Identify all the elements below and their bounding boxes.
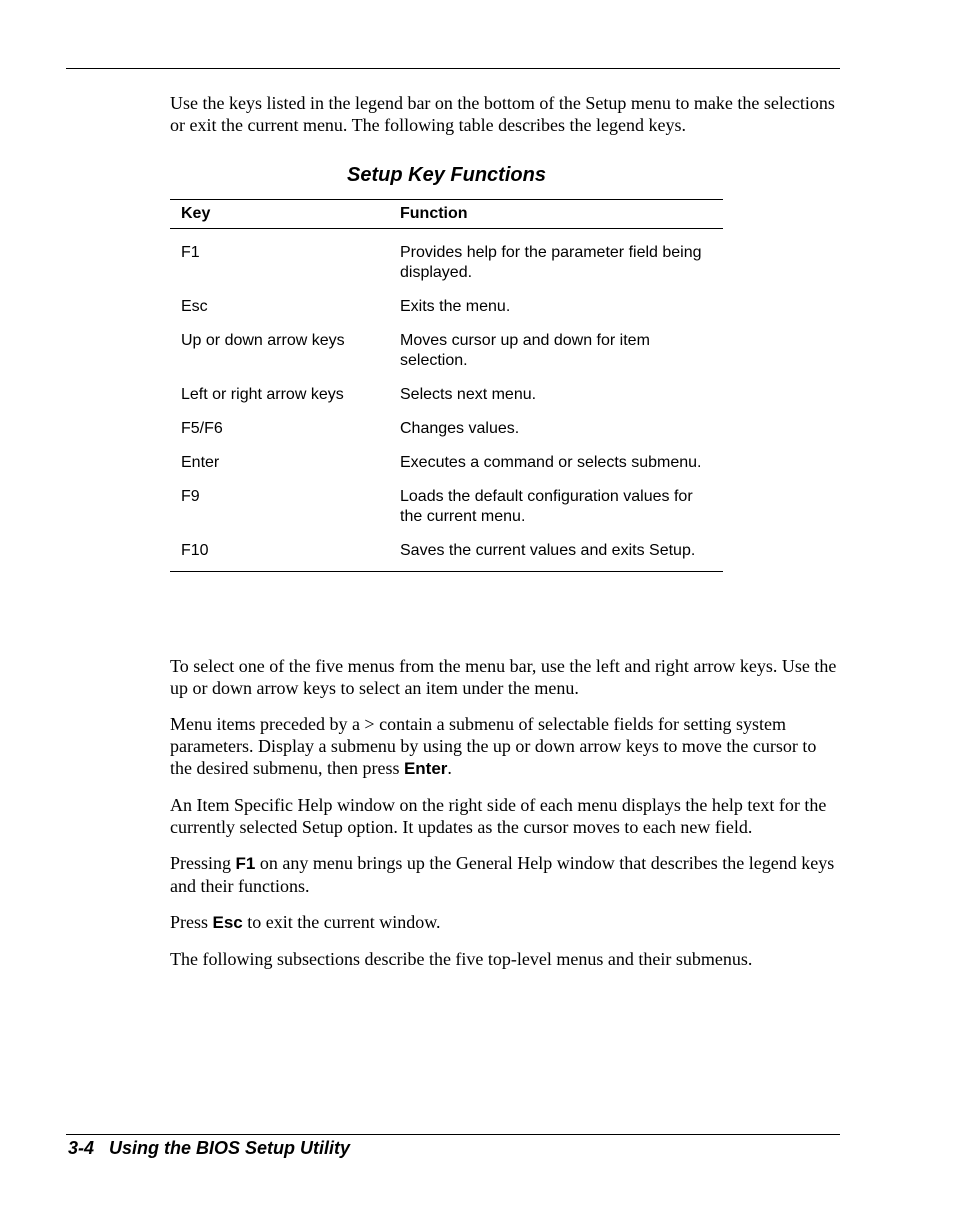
key-cell: F5/F6 (181, 420, 223, 437)
key-name-f1: F1 (235, 854, 256, 873)
function-cell: Provides help for the parameter field being displayed. (400, 244, 702, 281)
table-row (170, 331, 723, 371)
column-header-key: Key (181, 205, 211, 222)
page-footer (68, 1136, 350, 1160)
key-name-enter: Enter (403, 759, 448, 778)
paragraph-item-help: An Item Specific Help window on the right side of each menu displays the help text for the currently selected Setup option. It updates as the cursor moves to each new field. (170, 795, 827, 837)
paragraph-subsections: The following subsections describe the five top-level menus and their submenus. (170, 949, 753, 969)
intro-paragraph: Use the keys listed in the legend bar on the bottom of the Setup menu to make the selections or exit the current menu. The following table describes the legend keys. (170, 93, 835, 135)
footer-rule (66, 1134, 840, 1135)
key-cell: Esc (181, 298, 208, 315)
paragraph-text: Menu items preceded by a > contain a submenu of selectable fields for setting system parameters. Display a submenu by using the up or down arrow keys to move the cursor to the desired submenu, then press (170, 714, 817, 778)
key-cell: F1 (181, 244, 200, 261)
function-cell: Moves cursor up and down for item selection. (400, 332, 650, 369)
body-text (170, 655, 842, 984)
table-row (170, 487, 723, 527)
key-cell: F10 (181, 542, 209, 559)
function-cell: Saves the current values and exits Setup. (400, 542, 696, 559)
table-row (170, 243, 723, 283)
table-row (170, 453, 723, 473)
key-cell: F9 (181, 488, 200, 505)
paragraph-submenu (170, 713, 842, 780)
setup-key-table (170, 199, 723, 572)
function-cell: Loads the default configuration values for the current menu. (400, 488, 693, 525)
paragraph-text: Pressing (170, 853, 236, 873)
paragraph-general-help (170, 852, 842, 897)
paragraph-text: . (447, 758, 452, 778)
function-cell: Exits the menu. (400, 298, 511, 315)
key-cell: Enter (181, 454, 220, 471)
table-title: Setup Key Functions (347, 164, 546, 186)
table-row (170, 419, 723, 439)
table-header-row (170, 200, 723, 229)
table-row (170, 541, 723, 561)
key-cell: Left or right arrow keys (181, 386, 344, 403)
paragraph-menu-selection: To select one of the five menus from the menu bar, use the left and right arrow keys. Use the up or down arrow keys to select an item under the menu. (170, 656, 837, 698)
function-cell: Selects next menu. (400, 386, 537, 403)
key-cell: Up or down arrow keys (181, 332, 345, 349)
function-cell: Changes values. (400, 420, 520, 437)
table-body (170, 229, 723, 571)
function-cell: Executes a command or selects submenu. (400, 454, 702, 471)
paragraph-esc (170, 911, 842, 934)
paragraph-text: Press (170, 912, 213, 932)
section-title: Using the BIOS Setup Utility (109, 1138, 351, 1158)
column-header-function: Function (400, 205, 468, 222)
table-row (170, 385, 723, 405)
key-name-esc: Esc (212, 913, 243, 932)
table-row (170, 297, 723, 317)
page-number: 3-4 (68, 1138, 95, 1158)
paragraph-text: on any menu brings up the General Help window that describes the legend keys and their functions. (170, 853, 835, 896)
paragraph-text: to exit the current window. (242, 912, 441, 932)
header-rule (66, 68, 840, 69)
